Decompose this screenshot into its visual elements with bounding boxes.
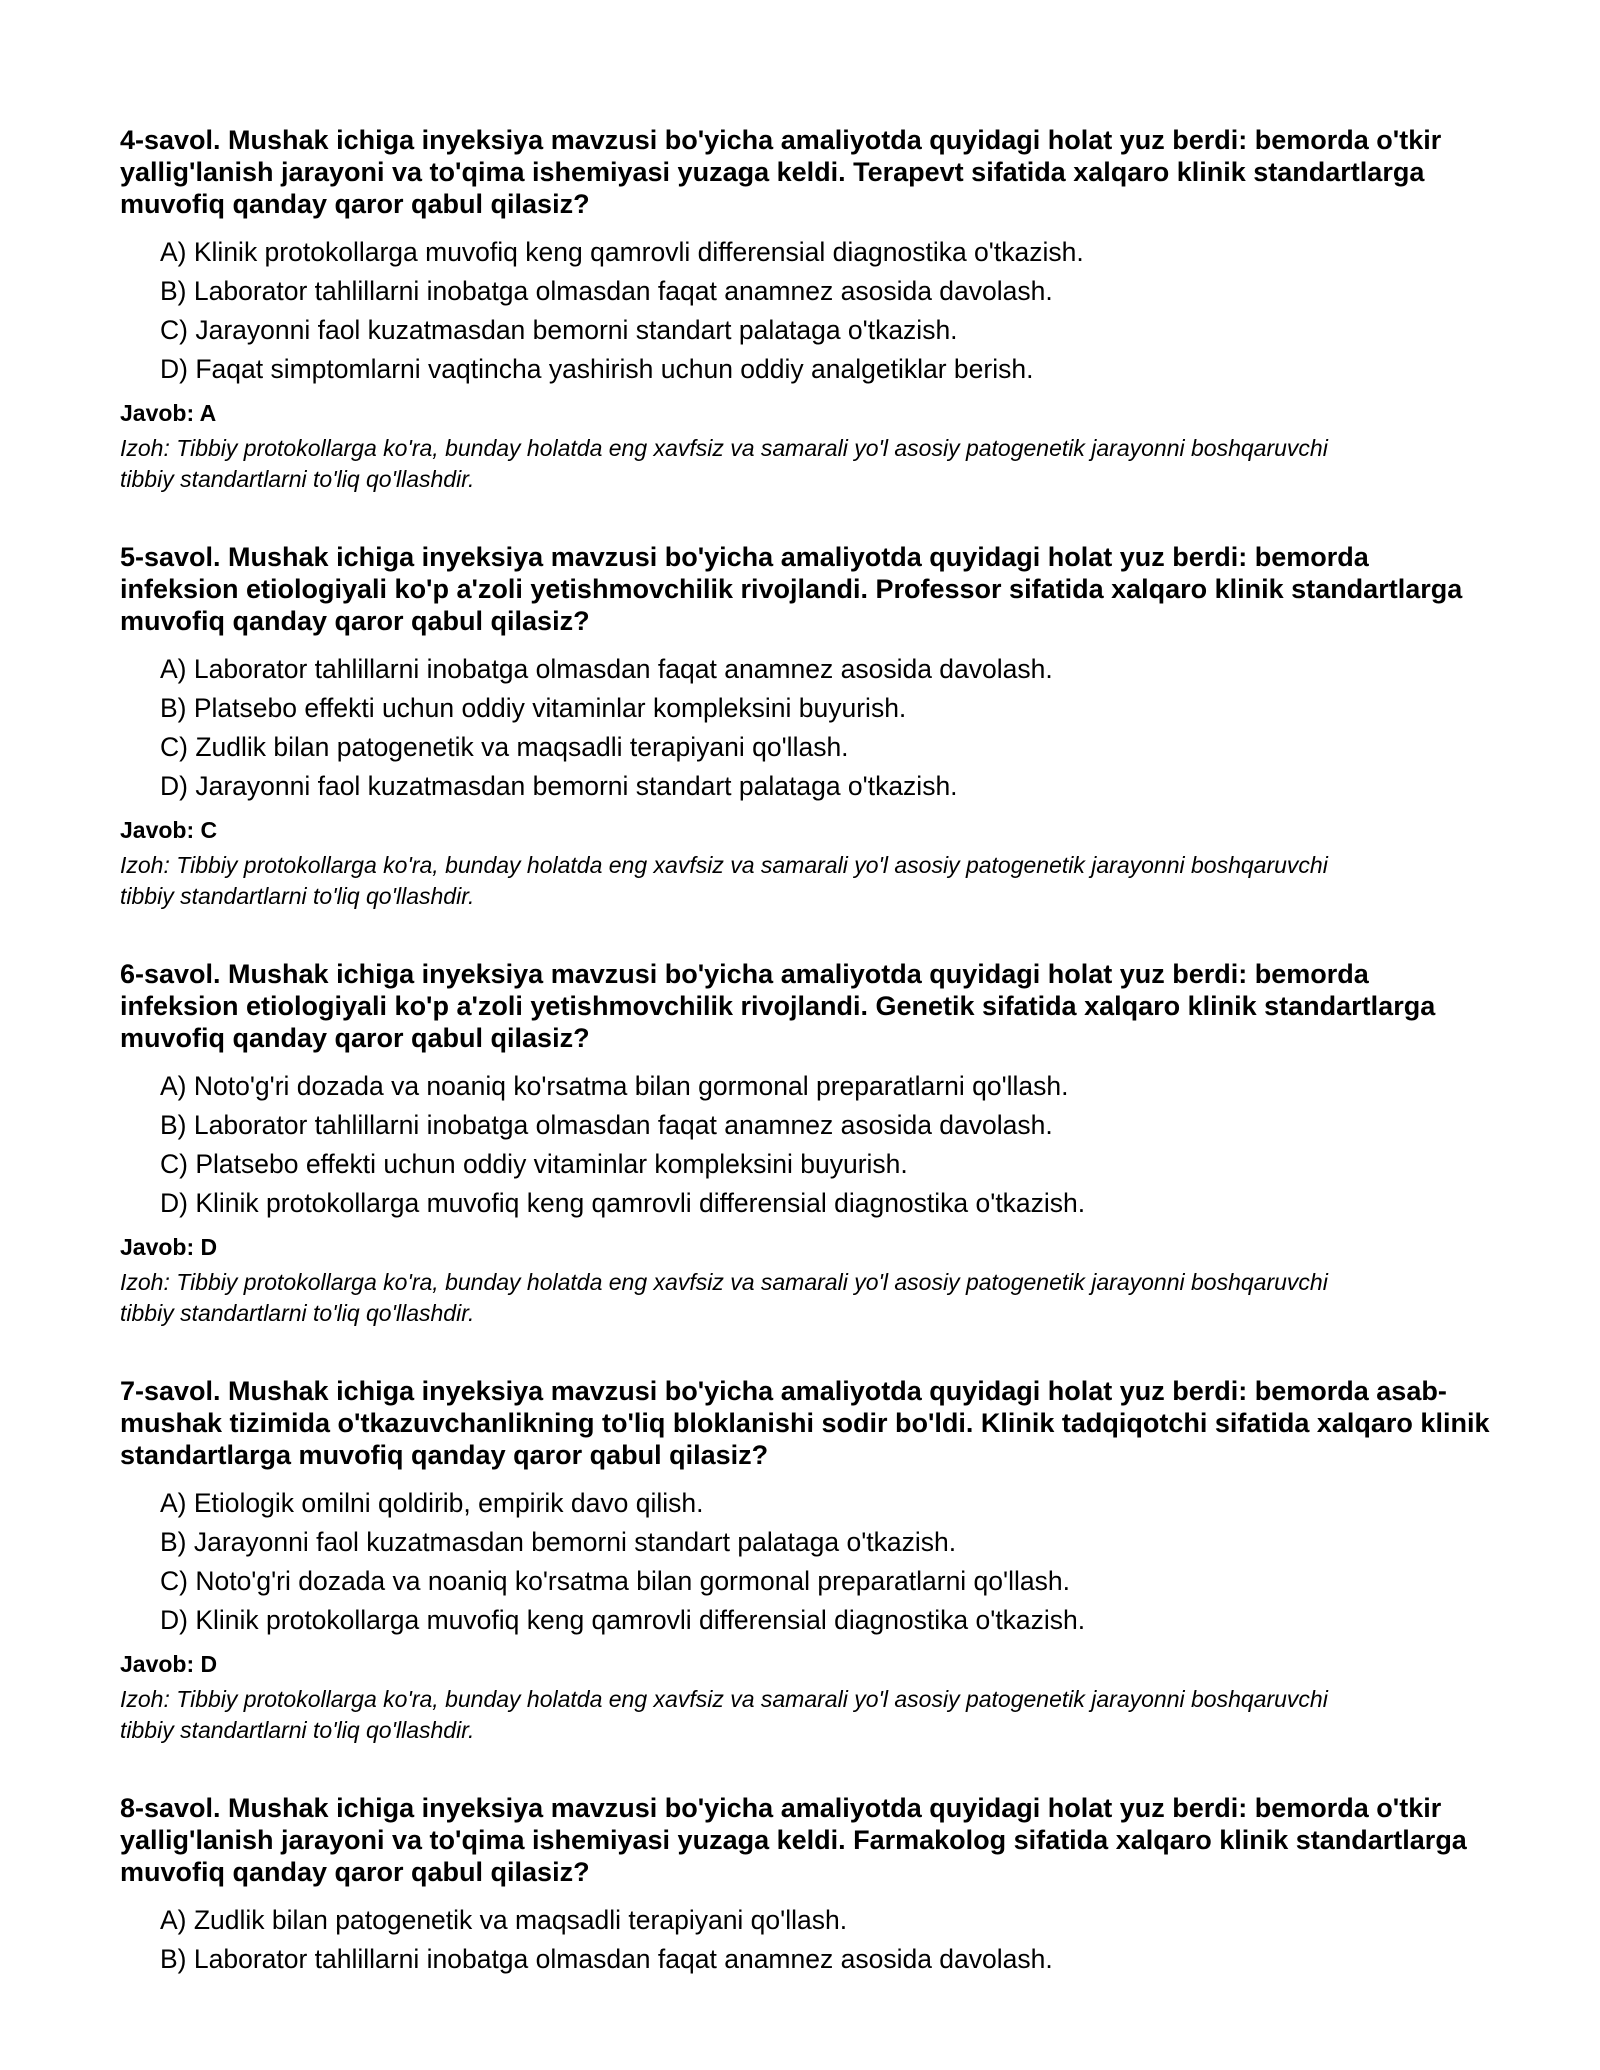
option-a: A) Etiologik omilni qoldirib, empirik davo qilish. (160, 1488, 704, 1518)
option-a: A) Zudlik bilan patogenetik va maqsadli terapiyani qo'llash. (160, 1905, 848, 1935)
option-b: B) Laborator tahlillarni inobatga olmasdan faqat anamnez asosida davolash. (160, 1110, 1053, 1140)
option-list (120, 1067, 1490, 1223)
option-d: D) Jarayonni faol kuzatmasdan bemorni standart palataga o'tkazish. (160, 771, 958, 801)
answer-label: Javob: D (120, 1651, 218, 1677)
explanation-note: Izoh: Tibbiy protokollarga ko'ra, bunday holatda eng xavfsiz va samarali yo'l asosiy patogenetik jarayonni boshqaruvchi tibbiy standartlarni to'liq qo'llashdir. (120, 1686, 1328, 1743)
explanation-note: Izoh: Tibbiy protokollarga ko'ra, bunday holatda eng xavfsiz va samarali yo'l asosiy patogenetik jarayonni boshqaruvchi tibbiy standartlarni to'liq qo'llashdir. (120, 852, 1328, 909)
question-title: 4-savol. Mushak ichiga inyeksiya mavzusi bo'yicha amaliyotda quyidagi holat yuz berdi: bemorda o'tkir yallig'lanish jarayoni va to'qima ishemiyasi yuzaga keldi. Terapevt sifatida xalqaro klinik standartlarga muvofiq qanday qaror qabul qilasiz? (120, 125, 1442, 219)
question-title: 5-savol. Mushak ichiga inyeksiya mavzusi bo'yicha amaliyotda quyidagi holat yuz berdi: bemorda infeksion etiologiyali ko'p a'zoli yetishmovchilik rivojlandi. Professor sifatida xalqaro klinik standartlarga muvofiq qanday qaror qabul qilasiz? (120, 542, 1463, 636)
option-list (120, 1484, 1490, 1640)
question-8 (120, 1792, 1490, 1979)
question-title: 8-savol. Mushak ichiga inyeksiya mavzusi bo'yicha amaliyotda quyidagi holat yuz berdi: bemorda o'tkir yallig'lanish jarayoni va to'qima ishemiyasi yuzaga keldi. Farmakolog sifatida xalqaro klinik standartlarga muvofiq qanday qaror qabul qilasiz? (120, 1793, 1467, 1887)
option-b: B) Jarayonni faol kuzatmasdan bemorni standart palataga o'tkazish. (160, 1527, 957, 1557)
option-c: C) Zudlik bilan patogenetik va maqsadli terapiyani qo'llash. (160, 732, 849, 762)
option-c: C) Jarayonni faol kuzatmasdan bemorni standart palataga o'tkazish. (160, 315, 958, 345)
option-a: A) Noto'g'ri dozada va noaniq ko'rsatma bilan gormonal preparatlarni qo'llash. (160, 1071, 1069, 1101)
option-list (120, 233, 1490, 389)
option-b: B) Laborator tahlillarni inobatga olmasdan faqat anamnez asosida davolash. (160, 1944, 1053, 1974)
question-6 (120, 958, 1490, 1329)
option-a: A) Klinik protokollarga muvofiq keng qamrovli differensial diagnostika o'tkazish. (160, 237, 1084, 267)
option-d: D) Klinik protokollarga muvofiq keng qamrovli differensial diagnostika o'tkazish. (160, 1605, 1086, 1635)
answer-label: Javob: D (120, 1234, 218, 1260)
answer-label: Javob: A (120, 400, 217, 426)
answer-label: Javob: C (120, 817, 218, 843)
question-7 (120, 1375, 1490, 1746)
question-5 (120, 541, 1490, 912)
option-list (120, 650, 1490, 806)
option-list (120, 1901, 1490, 1979)
question-4 (120, 124, 1490, 495)
question-title: 7-savol. Mushak ichiga inyeksiya mavzusi bo'yicha amaliyotda quyidagi holat yuz berdi: bemorda asab-mushak tizimida o'tkazuvchanlikning to'liq bloklanishi sodir bo'ldi. Klinik tadqiqotchi sifatida xalqaro klinik standartlarga muvofiq qanday qaror qabul qilasiz? (120, 1376, 1490, 1470)
option-d: D) Klinik protokollarga muvofiq keng qamrovli differensial diagnostika o'tkazish. (160, 1188, 1086, 1218)
question-title: 6-savol. Mushak ichiga inyeksiya mavzusi bo'yicha amaliyotda quyidagi holat yuz berdi: bemorda infeksion etiologiyali ko'p a'zoli yetishmovchilik rivojlandi. Genetik sifatida xalqaro klinik standartlarga muvofiq qanday qaror qabul qilasiz? (120, 959, 1436, 1053)
option-b: B) Platsebo effekti uchun oddiy vitaminlar kompleksini buyurish. (160, 693, 907, 723)
option-b: B) Laborator tahlillarni inobatga olmasdan faqat anamnez asosida davolash. (160, 276, 1053, 306)
explanation-note: Izoh: Tibbiy protokollarga ko'ra, bunday holatda eng xavfsiz va samarali yo'l asosiy patogenetik jarayonni boshqaruvchi tibbiy standartlarni to'liq qo'llashdir. (120, 435, 1328, 492)
option-a: A) Laborator tahlillarni inobatga olmasdan faqat anamnez asosida davolash. (160, 654, 1053, 684)
option-d: D) Faqat simptomlarni vaqtincha yashirish uchun oddiy analgetiklar berish. (160, 354, 1034, 384)
explanation-note: Izoh: Tibbiy protokollarga ko'ra, bunday holatda eng xavfsiz va samarali yo'l asosiy patogenetik jarayonni boshqaruvchi tibbiy standartlarni to'liq qo'llashdir. (120, 1269, 1328, 1326)
option-c: C) Platsebo effekti uchun oddiy vitaminlar kompleksini buyurish. (160, 1149, 908, 1179)
option-c: C) Noto'g'ri dozada va noaniq ko'rsatma bilan gormonal preparatlarni qo'llash. (160, 1566, 1070, 1596)
